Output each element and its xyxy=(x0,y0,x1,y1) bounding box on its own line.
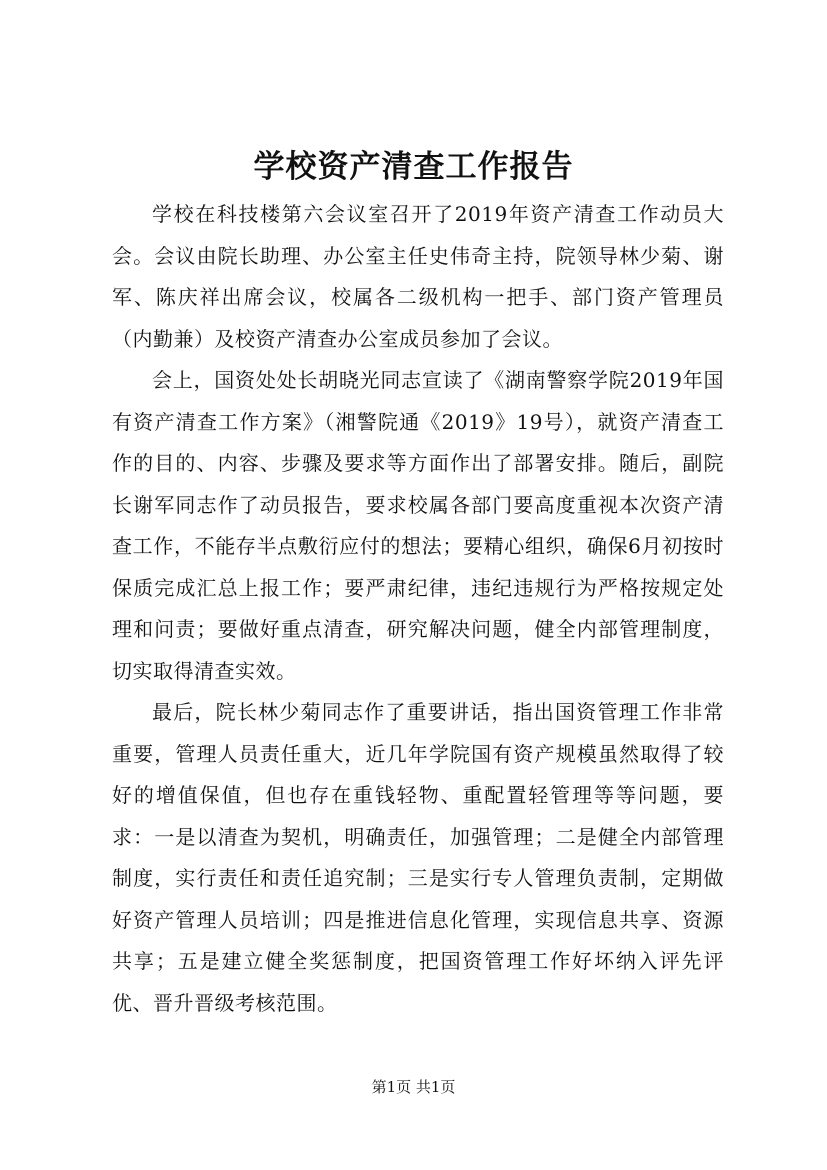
document-body xyxy=(112,194,724,1024)
document-title: 学校资产清查工作报告 xyxy=(253,149,574,185)
paragraph-meeting-intro: 学校在科技楼第六会议室召开了2019年资产清查工作动员大会。会议由院长助理、办公室主任史伟奇主持，院领导林少菊、谢军、陈庆祥出席会议，校属各二级机构一把手、部门资产管理员（内勤兼）及校资产清查办公室成员参加了会议。 xyxy=(112,202,724,351)
paragraph-closing-speech: 最后，院长林少菊同志作了重要讲话，指出国资管理工作非常重要，管理人员责任重大，近几年学院国有资产规模虽然取得了较好的增值保值，但也存在重钱轻物、重配置轻管理等等问题，要求：一是以清查为契机，明确责任，加强管理；二是健全内部管理制度，实行责任和责任追究制；三是实行专人管理负责制，定期做好资产管理人员培训；四是推进信息化管理，实现信息共享、资源共享；五是建立健全奖惩制度，把国资管理工作好坏纳入评先评优、晋升晋级考核范围。 xyxy=(112,700,724,1015)
page-number-footer: 第1页 共1页 xyxy=(371,1078,456,1096)
paragraph-work-plan: 会上，国资处处长胡晓光同志宣读了《湖南警察学院2019年国有资产清查工作方案》（湘警院通《2019》19号），就资产清查工作的目的、内容、步骤及要求等方面作出了部署安排。随后，副院长谢军同志作了动员报告，要求校属各部门要高度重视本次资产清查工作，不能存半点敷衍应付的想法；要精心组织，确保6月初按时保质完成汇总上报工作；要严肃纪律，违纪违规行为严格按规定处理和问责；要做好重点清查，研究解决问题，健全内部管理制度，切实取得清查实效。 xyxy=(112,368,724,683)
